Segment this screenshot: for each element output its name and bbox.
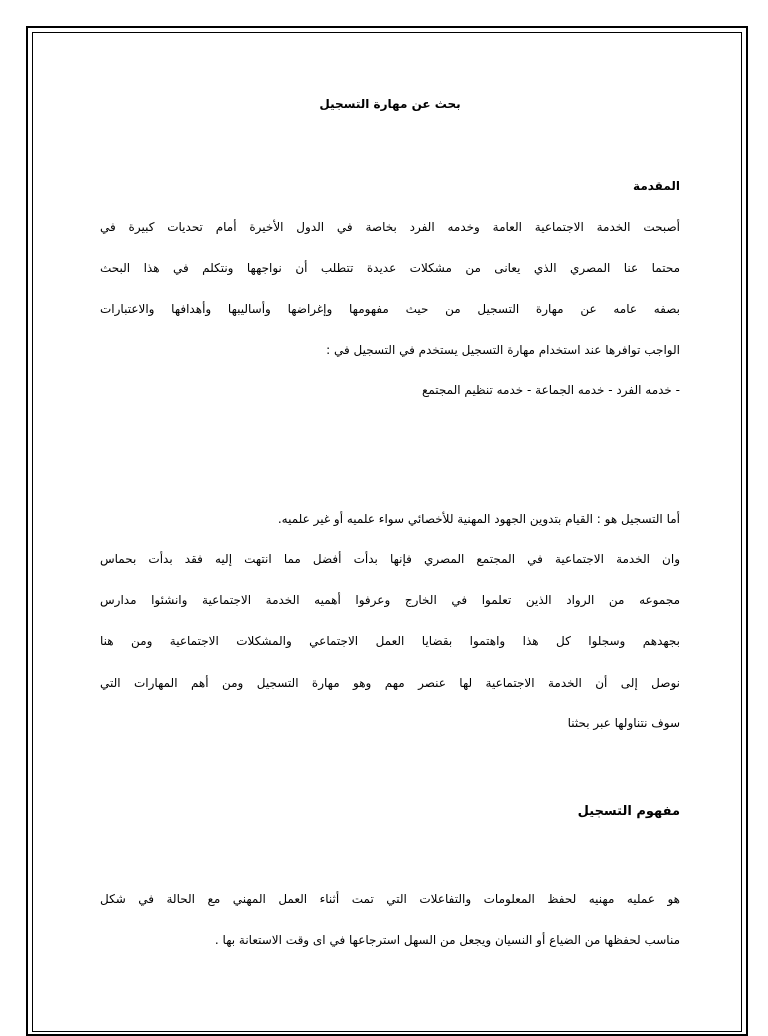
intro-heading: المقدمة: [633, 179, 680, 193]
body-line: مجموعه من الرواد الذين تعلموا في الخارج وعرفوا أهميه الخدمة الاجتماعية وانشئوا مدارس: [100, 593, 680, 607]
document-body: [100, 0, 680, 1024]
concept-line: هو عمليه مهنيه لحفظ المعلومات والتفاعلات التي تمت أثناء العمل المهني مع الحالة في شكل: [100, 892, 680, 906]
intro-line: الواجب توافرها عند استخدام مهارة التسجيل يستخدم في التسجيل في :: [326, 343, 680, 357]
body-line: سوف نتناولها عبر بحثنا: [567, 716, 680, 730]
concept-heading: مفهوم التسجيل: [577, 804, 680, 819]
body-line: أما التسجيل هو : القيام بتدوين الجهود المهنية للأخصائي سواء علميه أو غير علميه.: [277, 512, 680, 526]
intro-line: أصبحت الخدمة الاجتماعية العامة وخدمه الفرد بخاصة في الدول الأخيرة أمام تحديات كبيرة في: [100, 220, 680, 234]
body-line: نوصل إلى أن الخدمة الاجتماعية لها عنصر مهم وهو مهارة التسجيل ومن أهم المهارات التي: [100, 676, 680, 690]
document-title: بحث عن مهارة التسجيل: [319, 97, 461, 111]
body-line: وان الخدمة الاجتماعية في المجتمع المصري فإنها بدأت أفضل مما انتهت إليه فقد بدأت بحماس: [100, 552, 680, 566]
body-line: بجهدهم وسجلوا كل هذا واهتموا بقضايا العمل الاجتماعي والمشكلات الاجتماعية ومن هنا: [100, 634, 680, 648]
concept-line: مناسب لحفظها من الضياع أو النسيان ويجعل من السهل استرجاعها في اى وقت الاستعانة بها .: [214, 933, 680, 947]
intro-line: - خدمه الفرد - خدمه الجماعة - خدمه تنظيم المجتمع: [421, 383, 680, 397]
intro-line: بصفه عامه عن مهارة التسجيل من حيث مفهومها وإغراضها وأساليبها وأهدافها والاعتبارات: [100, 302, 680, 316]
intro-line: محتما عنا المصري الذي يعانى من مشكلات عديدة تتطلب أن نواجهها ونتكلم في هذا البحث: [100, 261, 680, 275]
